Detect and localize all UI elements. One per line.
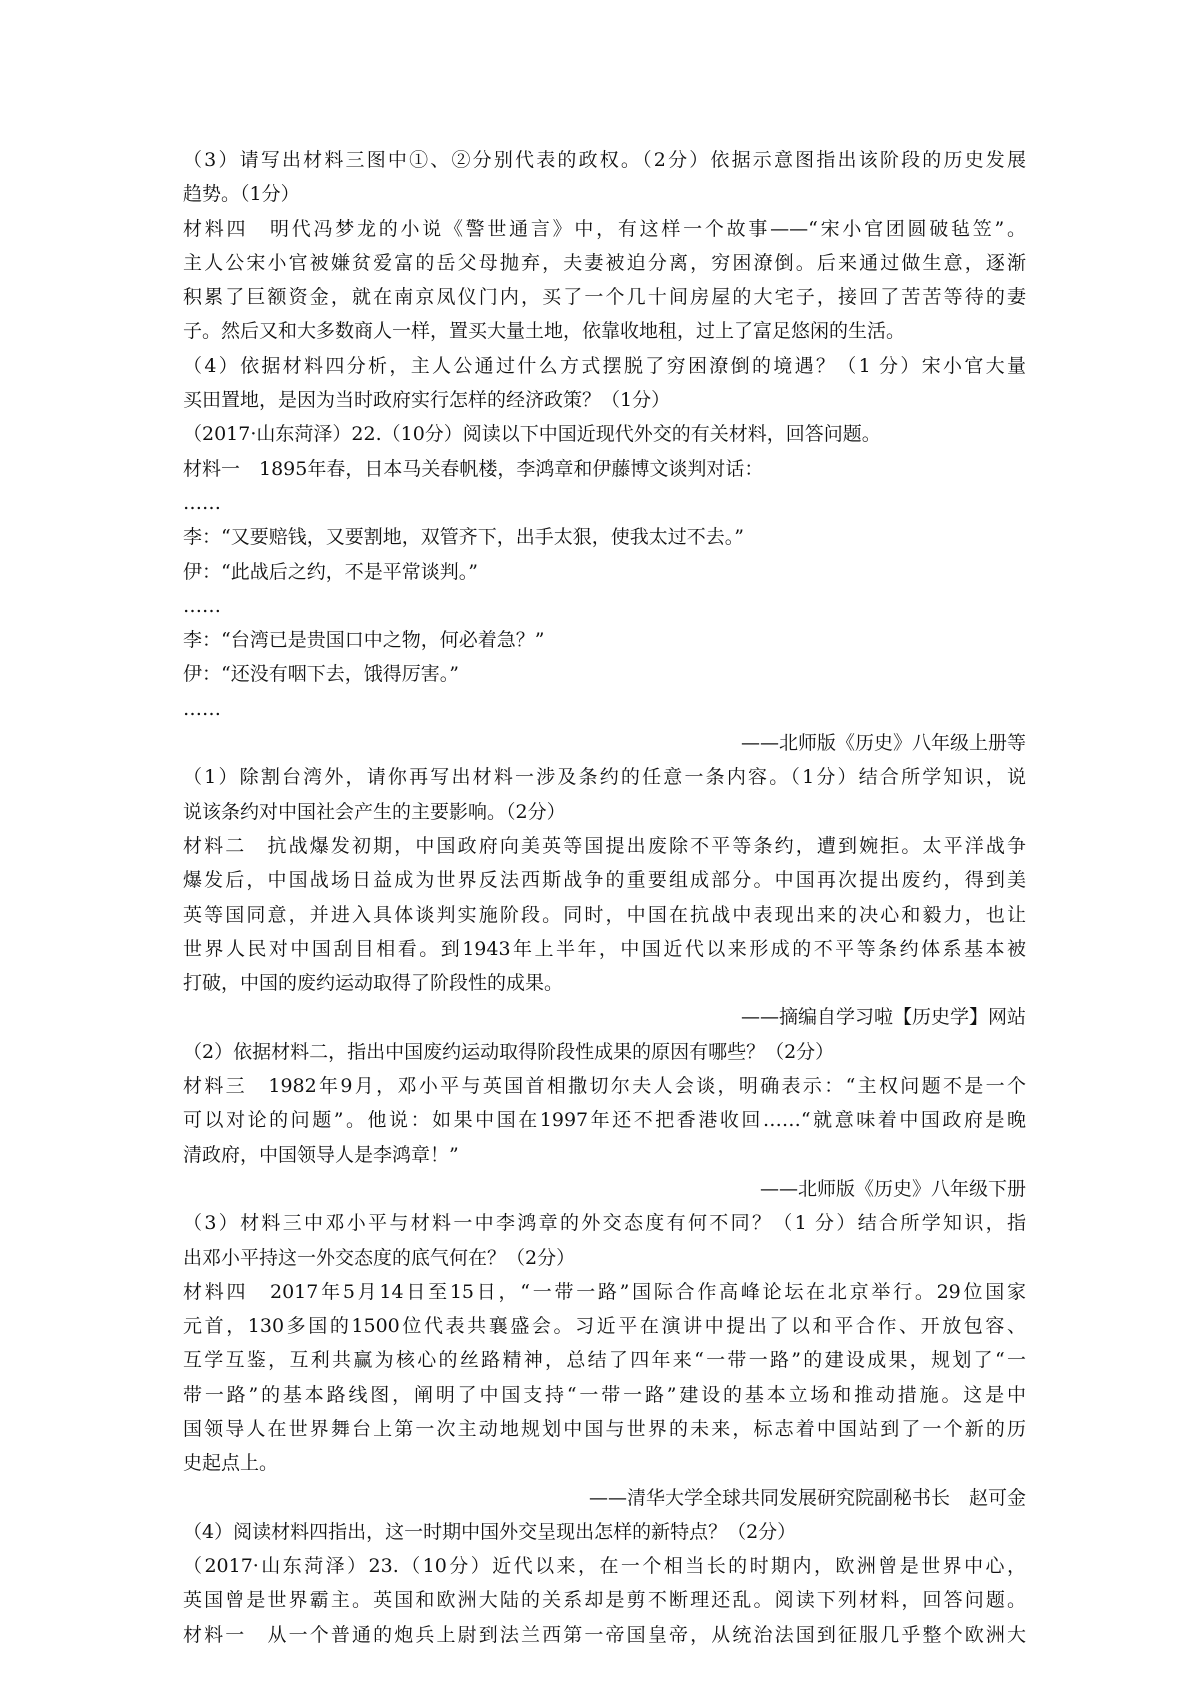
text-line: （4）依据材料四分析，主人公通过什么方式摆脱了穷困潦倒的境遇？（1 分）宋小官大量 (183, 354, 1026, 377)
text-line: （3）请写出材料三图中①、②分别代表的政权。（2分）依据示意图指出该阶段的历史发展 (183, 149, 1026, 171)
text-line: 史起点上。 (183, 1452, 279, 1475)
text-line: 可以对论的问题”。他说：如果中国在1997年还不把香港收回……“就意味着中国政府是晚 (183, 1109, 1026, 1132)
text-line: （2017·山东菏泽）22.（10分）阅读以下中国近现代外交的有关材料，回答问题。 (183, 423, 881, 446)
text-line: …… (183, 594, 221, 617)
text-line: 李：“台湾已是贵国口中之物，何必着急？” (183, 629, 545, 652)
text-line: （3）材料三中邓小平与材料一中李鸿章的外交态度有何不同？（1 分）结合所学知识，指 (183, 1212, 1026, 1235)
text-line: 出邓小平持这一外交态度的底气何在？（2分） (183, 1246, 576, 1269)
text-line: 打破，中国的废约运动取得了阶段性的成果。 (183, 972, 564, 995)
source-citation: ——北师版《历史》八年级下册 (759, 1177, 1026, 1200)
text-line: 材料一 从一个普通的炮兵上尉到法兰西第一帝国皇帝，从统治法国到征服几乎整个欧洲大 (183, 1623, 1026, 1646)
text-line: 材料三 1982年9月，邓小平与英国首相撒切尔夫人会谈，明确表示：“主权问题不是一个 (183, 1075, 1026, 1098)
text-line: 国领导人在世界舞台上第一次主动地规划中国与世界的未来，标志着中国站到了一个新的历 (183, 1417, 1026, 1440)
text-line: 材料四 2017年5月14日至15日，“一带一路”国际合作高峰论坛在北京举行。29位国家 (183, 1280, 1026, 1303)
text-line: 爆发后，中国战场日益成为世界反法西斯战争的重要组成部分。中国再次提出废约，得到美 (183, 869, 1026, 892)
text-line: 李：“又要赔钱，又要割地，双管齐下，出手太狠，使我太过不去。” (183, 526, 744, 549)
text-line: 互学互鉴，互利共赢为核心的丝路精神，总结了四年来“一带一路”的建设成果，规划了“一 (183, 1349, 1026, 1372)
text-line: 英等国同意，并进入具体谈判实施阶段。同时，中国在抗战中表现出来的决心和毅力，也让 (183, 903, 1026, 926)
text-line: 买田置地，是因为当时政府实行怎样的经济政策？（1分） (183, 389, 671, 412)
text-line: …… (183, 697, 221, 720)
text-line: 材料四 明代冯梦龙的小说《警世通言》中，有这样一个故事——“宋小官团圆破毡笠”。 (183, 217, 1026, 240)
text-line: 带一路”的基本路线图，阐明了中国支持“一带一路”建设的基本立场和推动措施。这是中 (183, 1383, 1026, 1406)
text-line: （4）阅读材料四指出，这一时期中国外交呈现出怎样的新特点？（2分） (183, 1520, 797, 1543)
text-line: （1）除割台湾外，请你再写出材料一涉及条约的任意一条内容。（1分）结合所学知识，说 (183, 766, 1026, 789)
text-line: 说该条约对中国社会产生的主要影响。（2分） (183, 800, 566, 823)
text-line: 趋势。（1分） (183, 183, 300, 206)
text-line: 元首，130多国的1500位代表共襄盛会。习近平在演讲中提出了以和平合作、开放包容、 (183, 1315, 1026, 1338)
document-page (183, 143, 1026, 1652)
text-line: …… (183, 491, 221, 514)
text-line: （2017·山东菏泽）23.（10分）近代以来，在一个相当长的时期内，欧洲曾是世界中心， (183, 1555, 1026, 1578)
text-line: 伊：“还没有咽下去，饿得厉害。” (183, 663, 459, 686)
text-line: 清政府，中国领导人是李鸿章！” (183, 1143, 459, 1166)
text-line: 材料一 1895年春，日本马关春帆楼，李鸿章和伊藤博文谈判对话： (183, 457, 764, 480)
text-line: 积累了巨额资金，就在南京凤仪门内，买了一个几十间房屋的大宅子，接回了苦苦等待的妻 (183, 286, 1026, 309)
source-citation: ——北师版《历史》八年级上册等 (740, 732, 1026, 755)
text-line: 伊：“此战后之约，不是平常谈判。” (183, 560, 478, 583)
source-citation: ——摘编自学习啦【历史学】网站 (740, 1006, 1026, 1029)
text-line: （2）依据材料二，指出中国废约运动取得阶段性成果的原因有哪些？（2分） (183, 1040, 835, 1063)
text-line: 主人公宋小官被嫌贫爱富的岳父母抛弃，夫妻被迫分离，穷困潦倒。后来通过做生意，逐渐 (183, 251, 1026, 274)
text-line: 世界人民对中国刮目相看。到1943年上半年，中国近代以来形成的不平等条约体系基本被 (183, 937, 1026, 960)
text-line: 材料二 抗战爆发初期，中国政府向美英等国提出废除不平等条约，遭到婉拒。太平洋战争 (183, 834, 1026, 857)
source-citation: ——清华大学全球共同发展研究院副秘书长 赵可金 (588, 1486, 1026, 1509)
text-line: 英国曾是世界霸主。英国和欧洲大陆的关系却是剪不断理还乱。阅读下列材料，回答问题。 (183, 1589, 1026, 1612)
text-line: 子。然后又和大多数商人一样，置买大量土地，依靠收地租，过上了富足悠闲的生活。 (183, 320, 906, 343)
